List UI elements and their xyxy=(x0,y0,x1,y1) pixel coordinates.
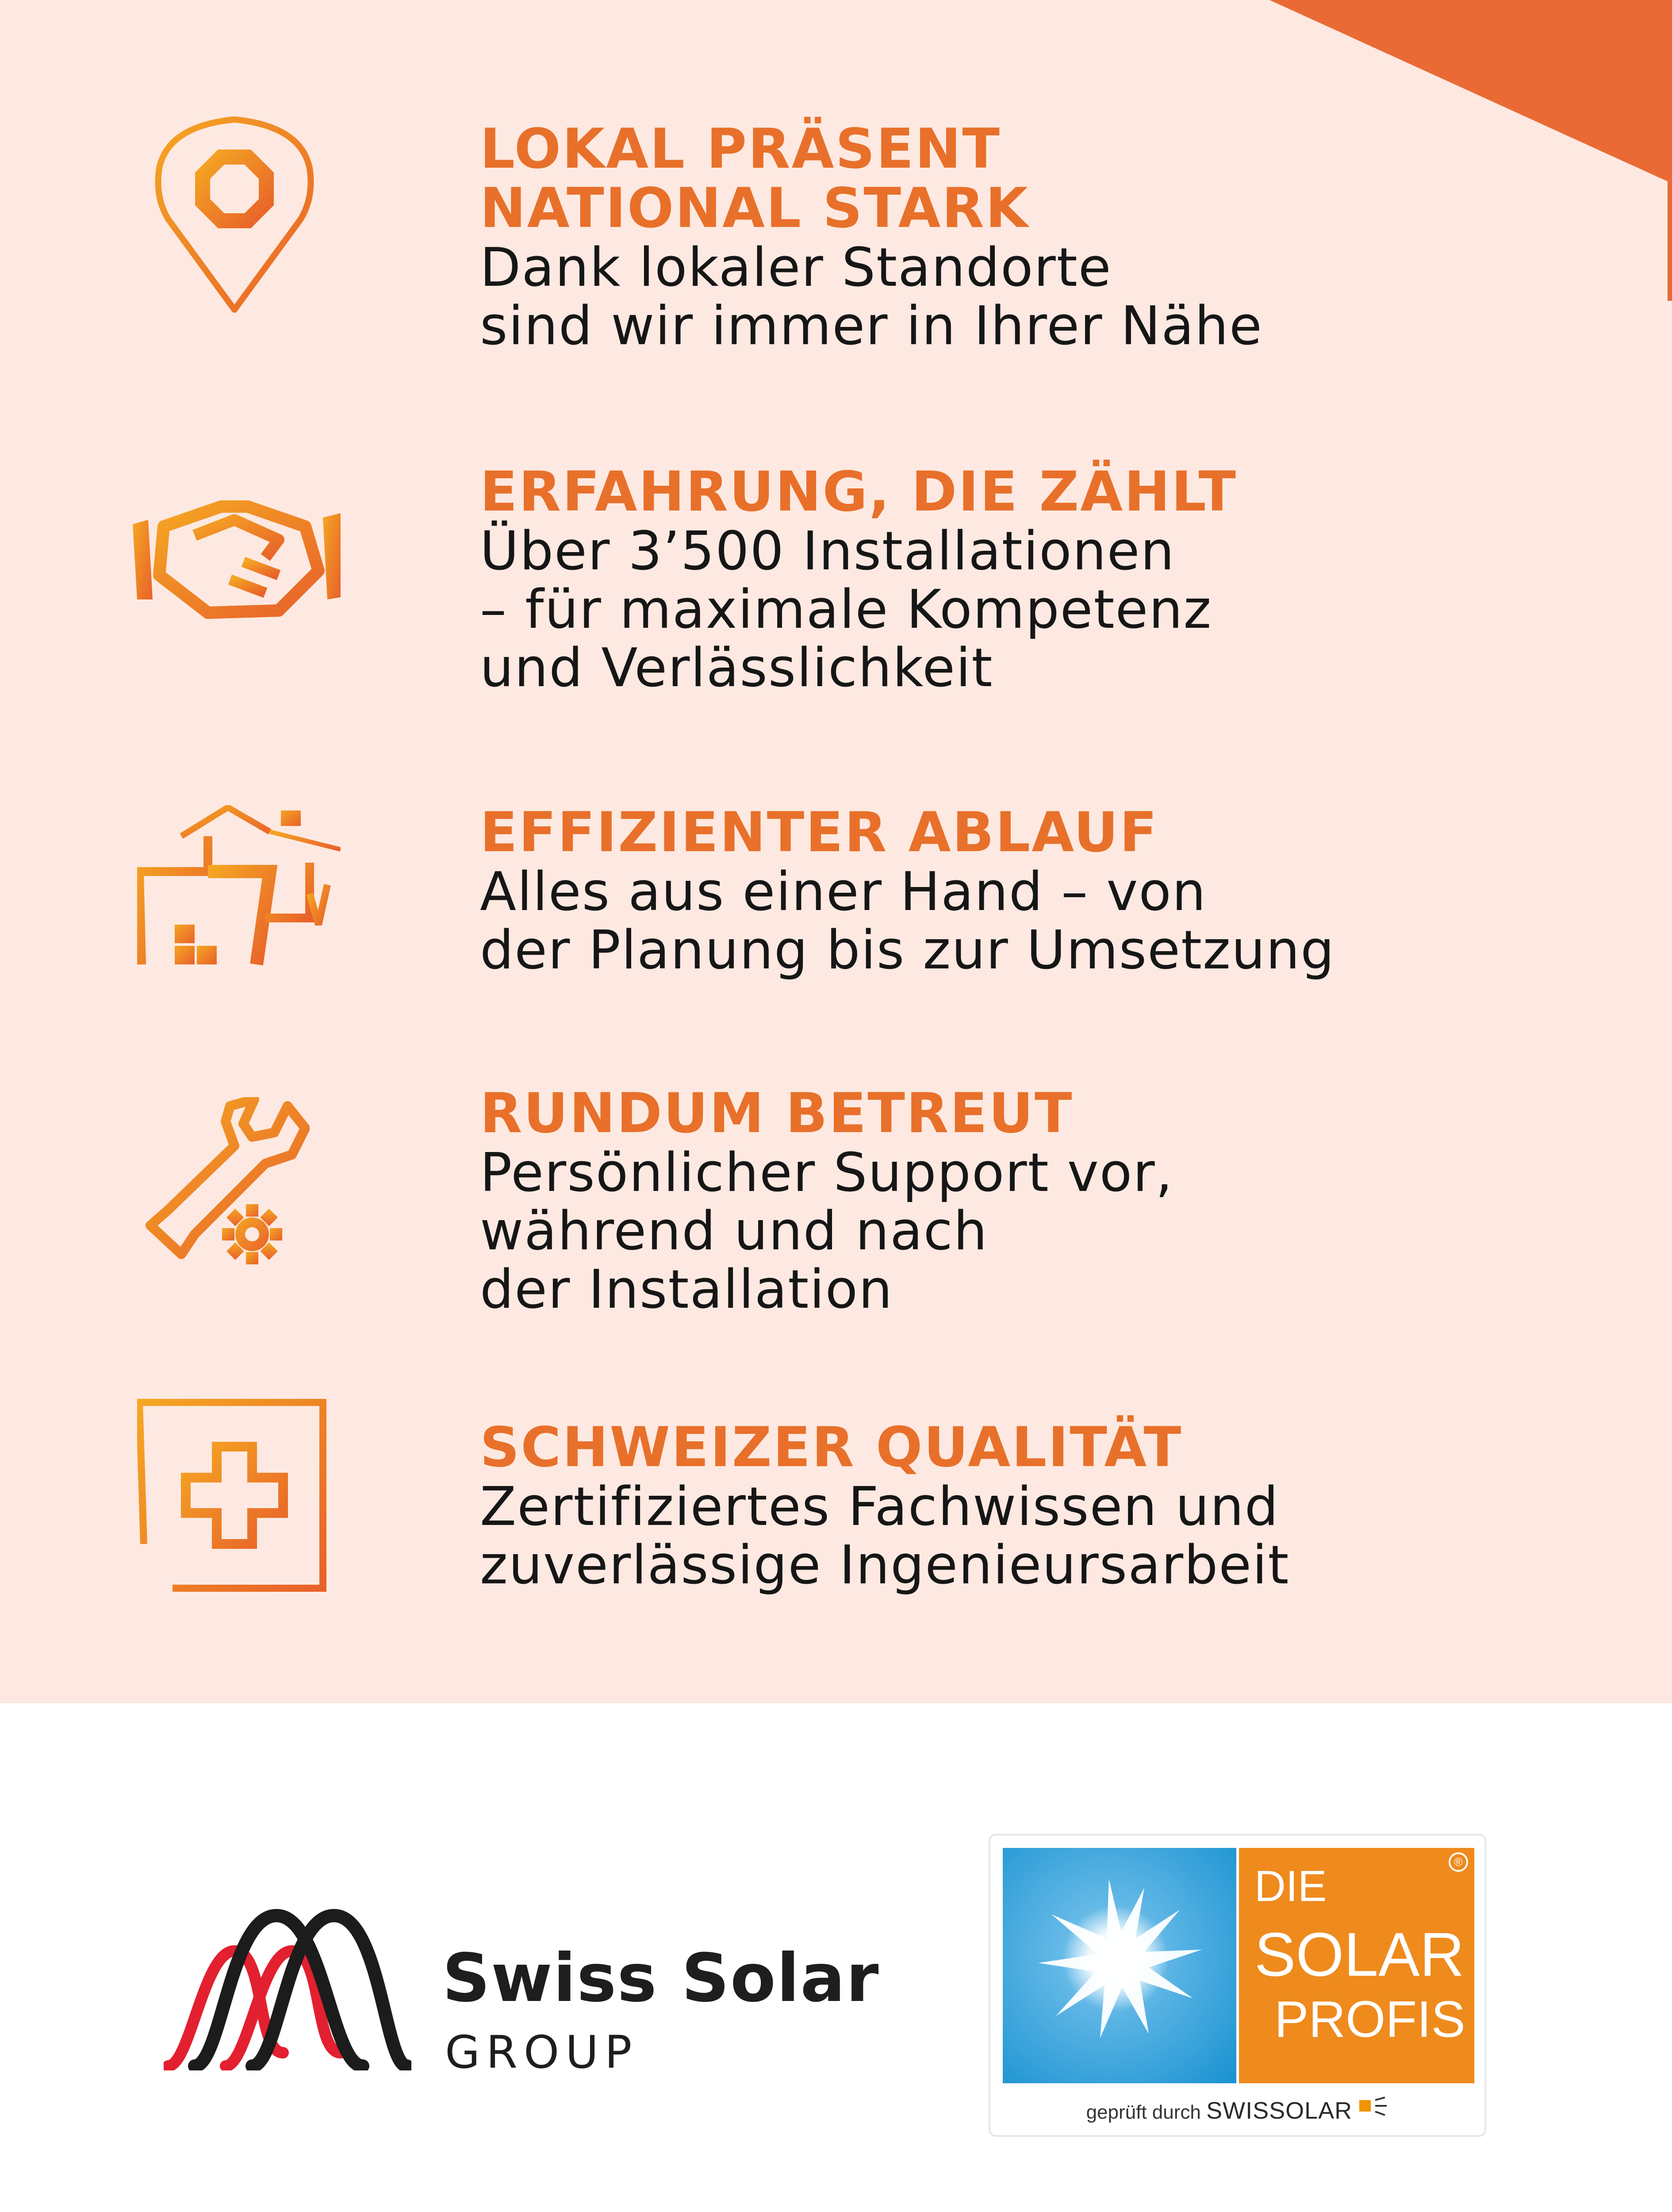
handshake-icon xyxy=(133,500,341,619)
checked-by-label: geprüft durch xyxy=(1086,2101,1201,2123)
feature-title: LOKAL PRÄSENT NATIONAL STARK xyxy=(480,117,1029,240)
feature-description: Zertifiziertes Fachwissen und zuverlässige Ingenieursarbeit xyxy=(480,1476,1290,1596)
badge-line-1: DIE xyxy=(1254,1862,1327,1910)
feature-description: Dank lokaler Standorte sind wir immer in Ihrer Nähe xyxy=(480,237,1263,357)
swiss-solar-group-label: GROUP xyxy=(445,2026,638,2079)
feature-title: EFFIZIENTER ABLAUF xyxy=(480,801,1158,864)
feature-title: SCHWEIZER QUALITÄT xyxy=(480,1416,1183,1479)
swiss-solar-name: Swiss Solar xyxy=(442,1940,880,2017)
badge-footer xyxy=(990,2097,1484,2124)
swiss-cross-icon xyxy=(137,1398,327,1593)
badge-line-2: SOLAR xyxy=(1254,1920,1465,1989)
solar-profis-badge xyxy=(989,1834,1486,2137)
swiss-solar-group-logo xyxy=(164,1902,411,2070)
feature-description: Über 3’500 Installationen – für maximale Kompetenz und Verlässlichkeit xyxy=(480,521,1212,699)
wrench-gear-icon xyxy=(142,1097,310,1274)
sun-image xyxy=(1003,1848,1236,2083)
swissolar-sun-icon xyxy=(1358,2097,1388,2119)
swissolar-brand: SWISSOLAR xyxy=(1206,2097,1353,2124)
house-icon xyxy=(137,805,341,969)
die-solar-profis-label xyxy=(1239,1848,1474,2083)
registered-mark: ® xyxy=(1449,1852,1468,1872)
feature-description: Persönlicher Support vor, während und nach der Installation xyxy=(480,1142,1173,1321)
feature-title: ERFAHRUNG, DIE ZÄHLT xyxy=(480,460,1238,524)
badge-line-3: PROFIS xyxy=(1274,1990,1465,2048)
feature-description: Alles aus einer Hand – von der Planung bis zur Umsetzung xyxy=(480,861,1335,981)
feature-title: RUNDUM BETREUT xyxy=(480,1082,1074,1145)
location-pin-icon xyxy=(150,115,318,319)
